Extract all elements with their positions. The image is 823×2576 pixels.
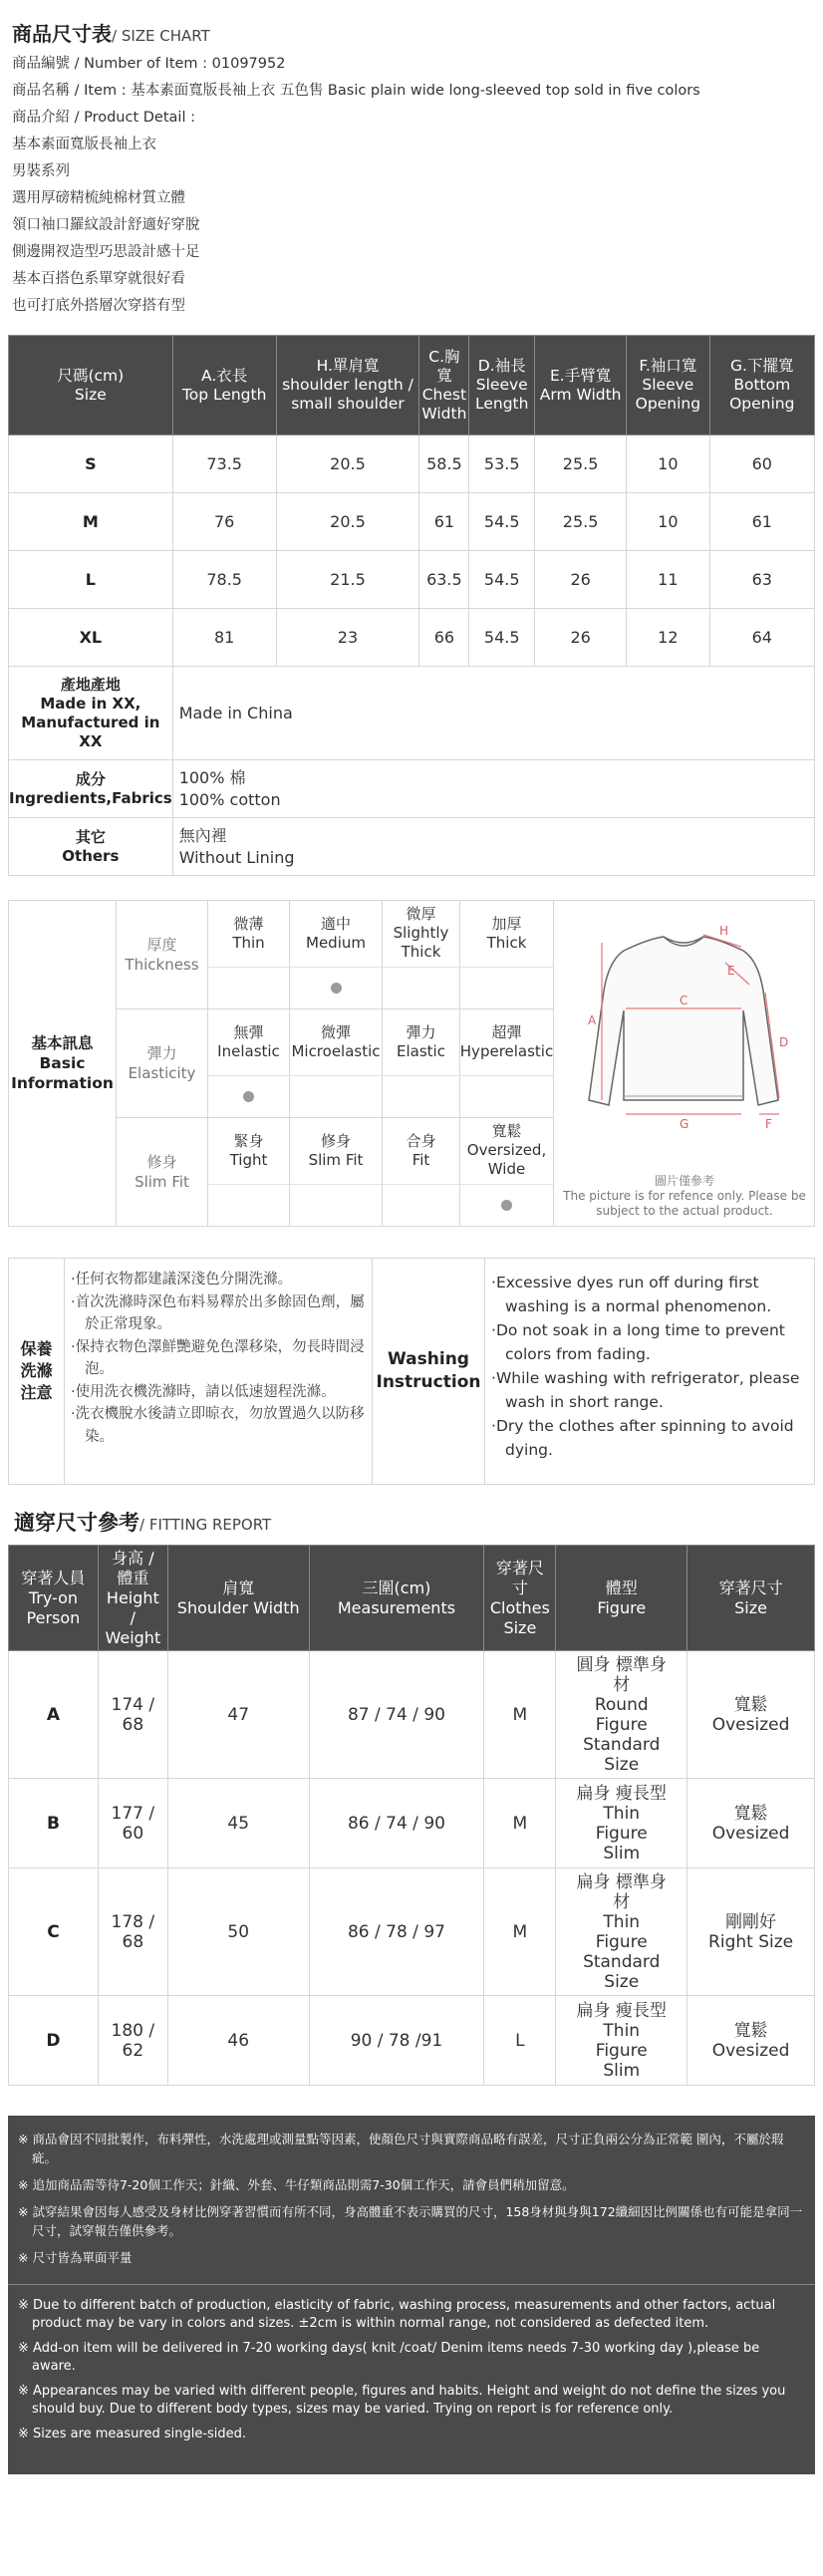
fitting-row-b <box>9 1779 815 1868</box>
sweater-illustration <box>554 901 815 1170</box>
fitting-table-header <box>9 1546 815 1651</box>
detail-line: 男裝系列 <box>12 163 70 179</box>
fit-dot-cell <box>290 1185 383 1226</box>
size-cell: M <box>9 493 173 551</box>
value-cell: 21.5 <box>276 551 419 609</box>
col-top-length: A.衣長 Top Length <box>172 336 276 435</box>
detail-line: 基本百搭色系單穿就很好看 <box>12 271 185 287</box>
col-sleeve-opening: F.袖口寬 Sleeve Opening <box>627 336 709 435</box>
diagram-letter-g: G <box>680 1117 689 1131</box>
value-cell: 20.5 <box>276 493 419 551</box>
note-zh-item: ※ 商品會因不同批製作，布料彈性，水洗處理或測量點等因素，使顏色尺寸與實際商品略有誤差，尺寸正負兩公分為正常範 圍內，不屬於瑕疵。 <box>18 2132 784 2165</box>
thickness-dot-cell <box>290 968 383 1008</box>
size-table <box>8 335 815 876</box>
elasticity-option-elastic: 彈力 Elastic <box>383 1009 460 1076</box>
value-cell: 63.5 <box>419 551 469 609</box>
col-height-weight: 身高 / 體重 Height / Weight <box>98 1546 167 1651</box>
value-cell: 78.5 <box>172 551 276 609</box>
washing-en-label: Washing Instruction <box>372 1259 485 1484</box>
value-cell: 66 <box>419 609 469 667</box>
fit-cell: 剛剛好 Right Size <box>687 1868 815 1996</box>
size-chart-title: 商品尺寸表/ SIZE CHART <box>12 22 210 46</box>
washing-zh-label: 保養 洗滌 注意 <box>9 1259 65 1484</box>
fit-option-oversized: 寬鬆 Oversized, Wide <box>460 1118 553 1185</box>
thickness-option-thin: 微薄 Thin <box>208 901 290 968</box>
thickness-row <box>117 901 553 1009</box>
col-figure: 體型 Figure <box>556 1546 687 1651</box>
fit-cell: 寬鬆 Ovesized <box>687 1779 815 1868</box>
elasticity-dot-cell <box>290 1076 383 1117</box>
size-cell: S <box>9 435 173 493</box>
fit-option-tight: 緊身 Tight <box>208 1118 290 1185</box>
value-cell: 60 <box>709 435 814 493</box>
value-cell: 26 <box>535 609 627 667</box>
washing-zh-item: ·任何衣物都建議深淺色分開洗滌。 <box>71 1272 293 1288</box>
washing-en-item: ·Dry the clothes after spinning to avoid dying. <box>491 1417 794 1459</box>
elasticity-row <box>117 1009 553 1118</box>
washing-panel <box>8 1258 815 1485</box>
figure-cell: 扁身 瘦長型 Thin Figure Slim <box>556 1779 687 1868</box>
col-shoulder-width: 肩寬 Shoulder Width <box>167 1546 309 1651</box>
washing-zh-item: ·洗衣機脫水後請立即晾衣，勿放置過久以防移染。 <box>71 1406 365 1445</box>
col-measurements: 三圍(cm) Measurements <box>309 1546 484 1651</box>
washing-zh-item: ·首次洗滌時深色布料易釋於出多餘固色劑，屬於正常現象。 <box>71 1293 365 1332</box>
value-cell: 63 <box>709 551 814 609</box>
others-label: 其它 Others <box>9 818 173 876</box>
value-cell: 25.5 <box>535 435 627 493</box>
elasticity-option-inelastic: 無彈 Inelastic <box>208 1009 290 1076</box>
fit-dot-cell <box>383 1185 460 1226</box>
notes-panel <box>8 2116 815 2474</box>
fitting-row-c <box>9 1868 815 1996</box>
selected-dot <box>243 1091 254 1102</box>
note-en-item: ※ Add-on item will be delivered in 7-20 working days( knit /coat/ Denim items needs 7-30 working day ),please be aware. <box>18 2341 760 2374</box>
person-cell: D <box>9 1996 99 2086</box>
fit-dot-cell <box>460 1185 553 1226</box>
fitting-table <box>8 1545 815 2086</box>
washing-zh-item: ·保持衣物色澤鮮艷避免色澤移染，勿長時間浸泡。 <box>71 1338 365 1377</box>
value-cell: 76 <box>172 493 276 551</box>
elasticity-option-microelastic: 微彈 Microelastic <box>290 1009 383 1076</box>
material-row <box>9 760 815 818</box>
note-en-item: ※ Appearances may be varied with different people, figures and habits. Height and weight do not define the sizes you should buy. Due to different body types, sizes may be varied. Trying on report is for reference only. <box>18 2384 786 2417</box>
value-cell: 61 <box>709 493 814 551</box>
washing-en-item: ·Do not soak in a long time to prevent colors from fading. <box>491 1321 785 1363</box>
figure-cell: 圓身 標準身 材 Round Figure Standard Size <box>556 1651 687 1779</box>
washing-zh-list <box>65 1259 372 1484</box>
fitting-report-title: 適穿尺寸參考/ FITTING REPORT <box>14 1511 272 1535</box>
value-cell: 64 <box>709 609 814 667</box>
notes-en <box>8 2285 815 2474</box>
measurements-cell: 90 / 78 /91 <box>309 1996 484 2086</box>
fit-option-slim: 修身 Slim Fit <box>290 1118 383 1185</box>
washing-en-item: ·Excessive dyes run off during first washing is a normal phenomenon. <box>491 1274 772 1315</box>
detail-line: 基本素面寬版長袖上衣 <box>12 137 156 152</box>
item-name: 商品名稱 / Item : 基本素面寬版長袖上衣 五色售 Basic plain wide long-sleeved top sold in five colors <box>12 83 700 99</box>
washing-en-list <box>485 1259 814 1484</box>
diagram-letter-d: D <box>779 1035 789 1049</box>
col-arm-width: E.手臂寬 Arm Width <box>535 336 627 435</box>
measurements-cell: 86 / 78 / 97 <box>309 1868 484 1996</box>
fit-cell: 寬鬆 Ovesized <box>687 1651 815 1779</box>
col-sleeve-length: D.袖長 Sleeve Length <box>469 336 535 435</box>
size-row-m <box>9 493 815 551</box>
col-fit-size: 穿著尺寸 Size <box>687 1546 815 1651</box>
detail-line: 側邊開衩造型巧思設計感十足 <box>12 244 200 260</box>
measurement-diagram <box>553 901 814 1226</box>
col-clothes-size: 穿著尺 寸 Clothes Size <box>484 1546 556 1651</box>
value-cell: 20.5 <box>276 435 419 493</box>
fit-dot-cell <box>208 1185 290 1226</box>
note-zh-item: ※ 尺寸皆為單面平量 <box>18 2250 133 2265</box>
thickness-option-medium: 適中 Medium <box>290 901 383 968</box>
value-cell: 54.5 <box>469 493 535 551</box>
thickness-dot-cell <box>460 968 553 1008</box>
note-en-item: ※ Sizes are measured single-sided. <box>18 2427 247 2441</box>
product-detail-label: 商品介紹 / Product Detail : <box>12 110 195 126</box>
shoulder-cell: 50 <box>167 1868 309 1996</box>
detail-line: 領口袖口羅紋設計舒適好穿脫 <box>12 217 200 233</box>
value-cell: 10 <box>627 493 709 551</box>
diagram-note: 圖片僅參考 The picture is for refence only. Please be subject to the actual product. <box>563 1174 806 1218</box>
height-weight-cell: 177 / 60 <box>98 1779 167 1868</box>
note-zh-item: ※ 追加商品需等待7-20個工作天；針織、外套、牛仔類商品則需7-30個工作天，請會員們稍加留意。 <box>18 2177 575 2192</box>
diagram-letter-c: C <box>680 994 688 1007</box>
washing-en-item: ·While washing with refrigerator, please wash in short range. <box>491 1369 800 1411</box>
fitting-row-d <box>9 1996 815 2086</box>
shoulder-cell: 47 <box>167 1651 309 1779</box>
diagram-letter-h: H <box>719 924 729 938</box>
others-value: 無內裡 Without Lining <box>172 818 814 876</box>
col-chest: C.胸 寬 Chest Width <box>419 336 469 435</box>
thickness-option-slightly-thick: 微厚 Slightly Thick <box>383 901 460 968</box>
value-cell: 54.5 <box>469 551 535 609</box>
clothes-size-cell: M <box>484 1651 556 1779</box>
person-cell: C <box>9 1868 99 1996</box>
value-cell: 53.5 <box>469 435 535 493</box>
col-try-on-person: 穿著人員 Try-on Person <box>9 1546 99 1651</box>
selected-dot <box>501 1200 512 1211</box>
shoulder-cell: 46 <box>167 1996 309 2086</box>
person-cell: A <box>9 1651 99 1779</box>
thickness-dot-cell <box>383 968 460 1008</box>
shoulder-cell: 45 <box>167 1779 309 1868</box>
value-cell: 25.5 <box>535 493 627 551</box>
detail-line: 也可打底外搭層次穿搭有型 <box>12 298 185 314</box>
elasticity-option-hyperelastic: 超彈 Hyperelastic <box>460 1009 553 1076</box>
product-header <box>12 18 809 320</box>
value-cell: 10 <box>627 435 709 493</box>
height-weight-cell: 178 / 68 <box>98 1868 167 1996</box>
size-row-s <box>9 435 815 493</box>
origin-row <box>9 667 815 760</box>
clothes-size-cell: M <box>484 1868 556 1996</box>
basic-info-panel <box>8 900 815 1227</box>
col-bottom-opening: G.下擺寬 Bottom Opening <box>709 336 814 435</box>
washing-zh-item: ·使用洗衣機洗滌時，請以低速翅程洗滌。 <box>71 1383 336 1400</box>
notes-zh <box>8 2116 815 2285</box>
person-cell: B <box>9 1779 99 1868</box>
height-weight-cell: 174 / 68 <box>98 1651 167 1779</box>
fit-label: 修身 Slim Fit <box>117 1118 208 1226</box>
value-cell: 61 <box>419 493 469 551</box>
clothes-size-cell: M <box>484 1779 556 1868</box>
elasticity-dot-cell <box>208 1076 290 1117</box>
fit-row <box>117 1118 553 1226</box>
fit-cell: 寬鬆 Ovesized <box>687 1996 815 2086</box>
origin-label: 產地產地 Made in XX, Manufactured in XX <box>9 667 173 760</box>
measurements-cell: 87 / 74 / 90 <box>309 1651 484 1779</box>
elasticity-label: 彈力 Elasticity <box>117 1009 208 1117</box>
figure-cell: 扁身 瘦長型 Thin Figure Slim <box>556 1996 687 2086</box>
figure-cell: 扁身 標準身 材 Thin Figure Standard Size <box>556 1868 687 1996</box>
detail-line: 選用厚磅精梳純棉材質立體 <box>12 190 185 206</box>
diagram-letter-a: A <box>588 1013 597 1027</box>
height-weight-cell: 180 / 62 <box>98 1996 167 2086</box>
note-en-item: ※ Due to different batch of production, elasticity of fabric, washing process, measurements and other factors, actual product may be vary in colors and sizes. ±2cm is within normal range, not considered as defected item. <box>18 2298 776 2331</box>
thickness-label: 厚度 Thickness <box>117 901 208 1008</box>
value-cell: 54.5 <box>469 609 535 667</box>
value-cell: 23 <box>276 609 419 667</box>
origin-value: Made in China <box>172 667 814 760</box>
fitting-row-a <box>9 1651 815 1779</box>
others-row <box>9 818 815 876</box>
diagram-letter-e: E <box>727 964 735 978</box>
thickness-option-thick: 加厚 Thick <box>460 901 553 968</box>
value-cell: 12 <box>627 609 709 667</box>
thickness-dot-cell <box>208 968 290 1008</box>
size-cell: XL <box>9 609 173 667</box>
value-cell: 81 <box>172 609 276 667</box>
note-zh-item: ※ 試穿結果會因每人感受及身材比例穿著習慣而有所不同，身高體重不表示購買的尺寸，158身材與身與172纖細因比例關係也有可能是拿同一尺寸，試穿報告僅供參考。 <box>18 2204 803 2238</box>
material-label: 成分 Ingredients,Fabrics <box>9 760 173 818</box>
item-number: 商品編號 / Number of Item : 01097952 <box>12 56 286 72</box>
size-cell: L <box>9 551 173 609</box>
col-size: 尺碼(cm) Size <box>9 336 173 435</box>
diagram-letter-f: F <box>765 1117 772 1131</box>
value-cell: 73.5 <box>172 435 276 493</box>
clothes-size-cell: L <box>484 1996 556 2086</box>
material-value: 100% 棉 100% cotton <box>172 760 814 818</box>
col-shoulder: H.單肩寬 shoulder length / small shoulder <box>276 336 419 435</box>
elasticity-dot-cell <box>460 1076 553 1117</box>
size-row-l <box>9 551 815 609</box>
size-table-header <box>9 336 815 435</box>
value-cell: 11 <box>627 551 709 609</box>
value-cell: 26 <box>535 551 627 609</box>
size-row-xl <box>9 609 815 667</box>
elasticity-dot-cell <box>383 1076 460 1117</box>
fit-option-fit: 合身 Fit <box>383 1118 460 1185</box>
selected-dot <box>331 983 342 994</box>
measurements-cell: 86 / 74 / 90 <box>309 1779 484 1868</box>
basic-info-label: 基本訊息 Basic Information <box>9 901 117 1226</box>
value-cell: 58.5 <box>419 435 469 493</box>
